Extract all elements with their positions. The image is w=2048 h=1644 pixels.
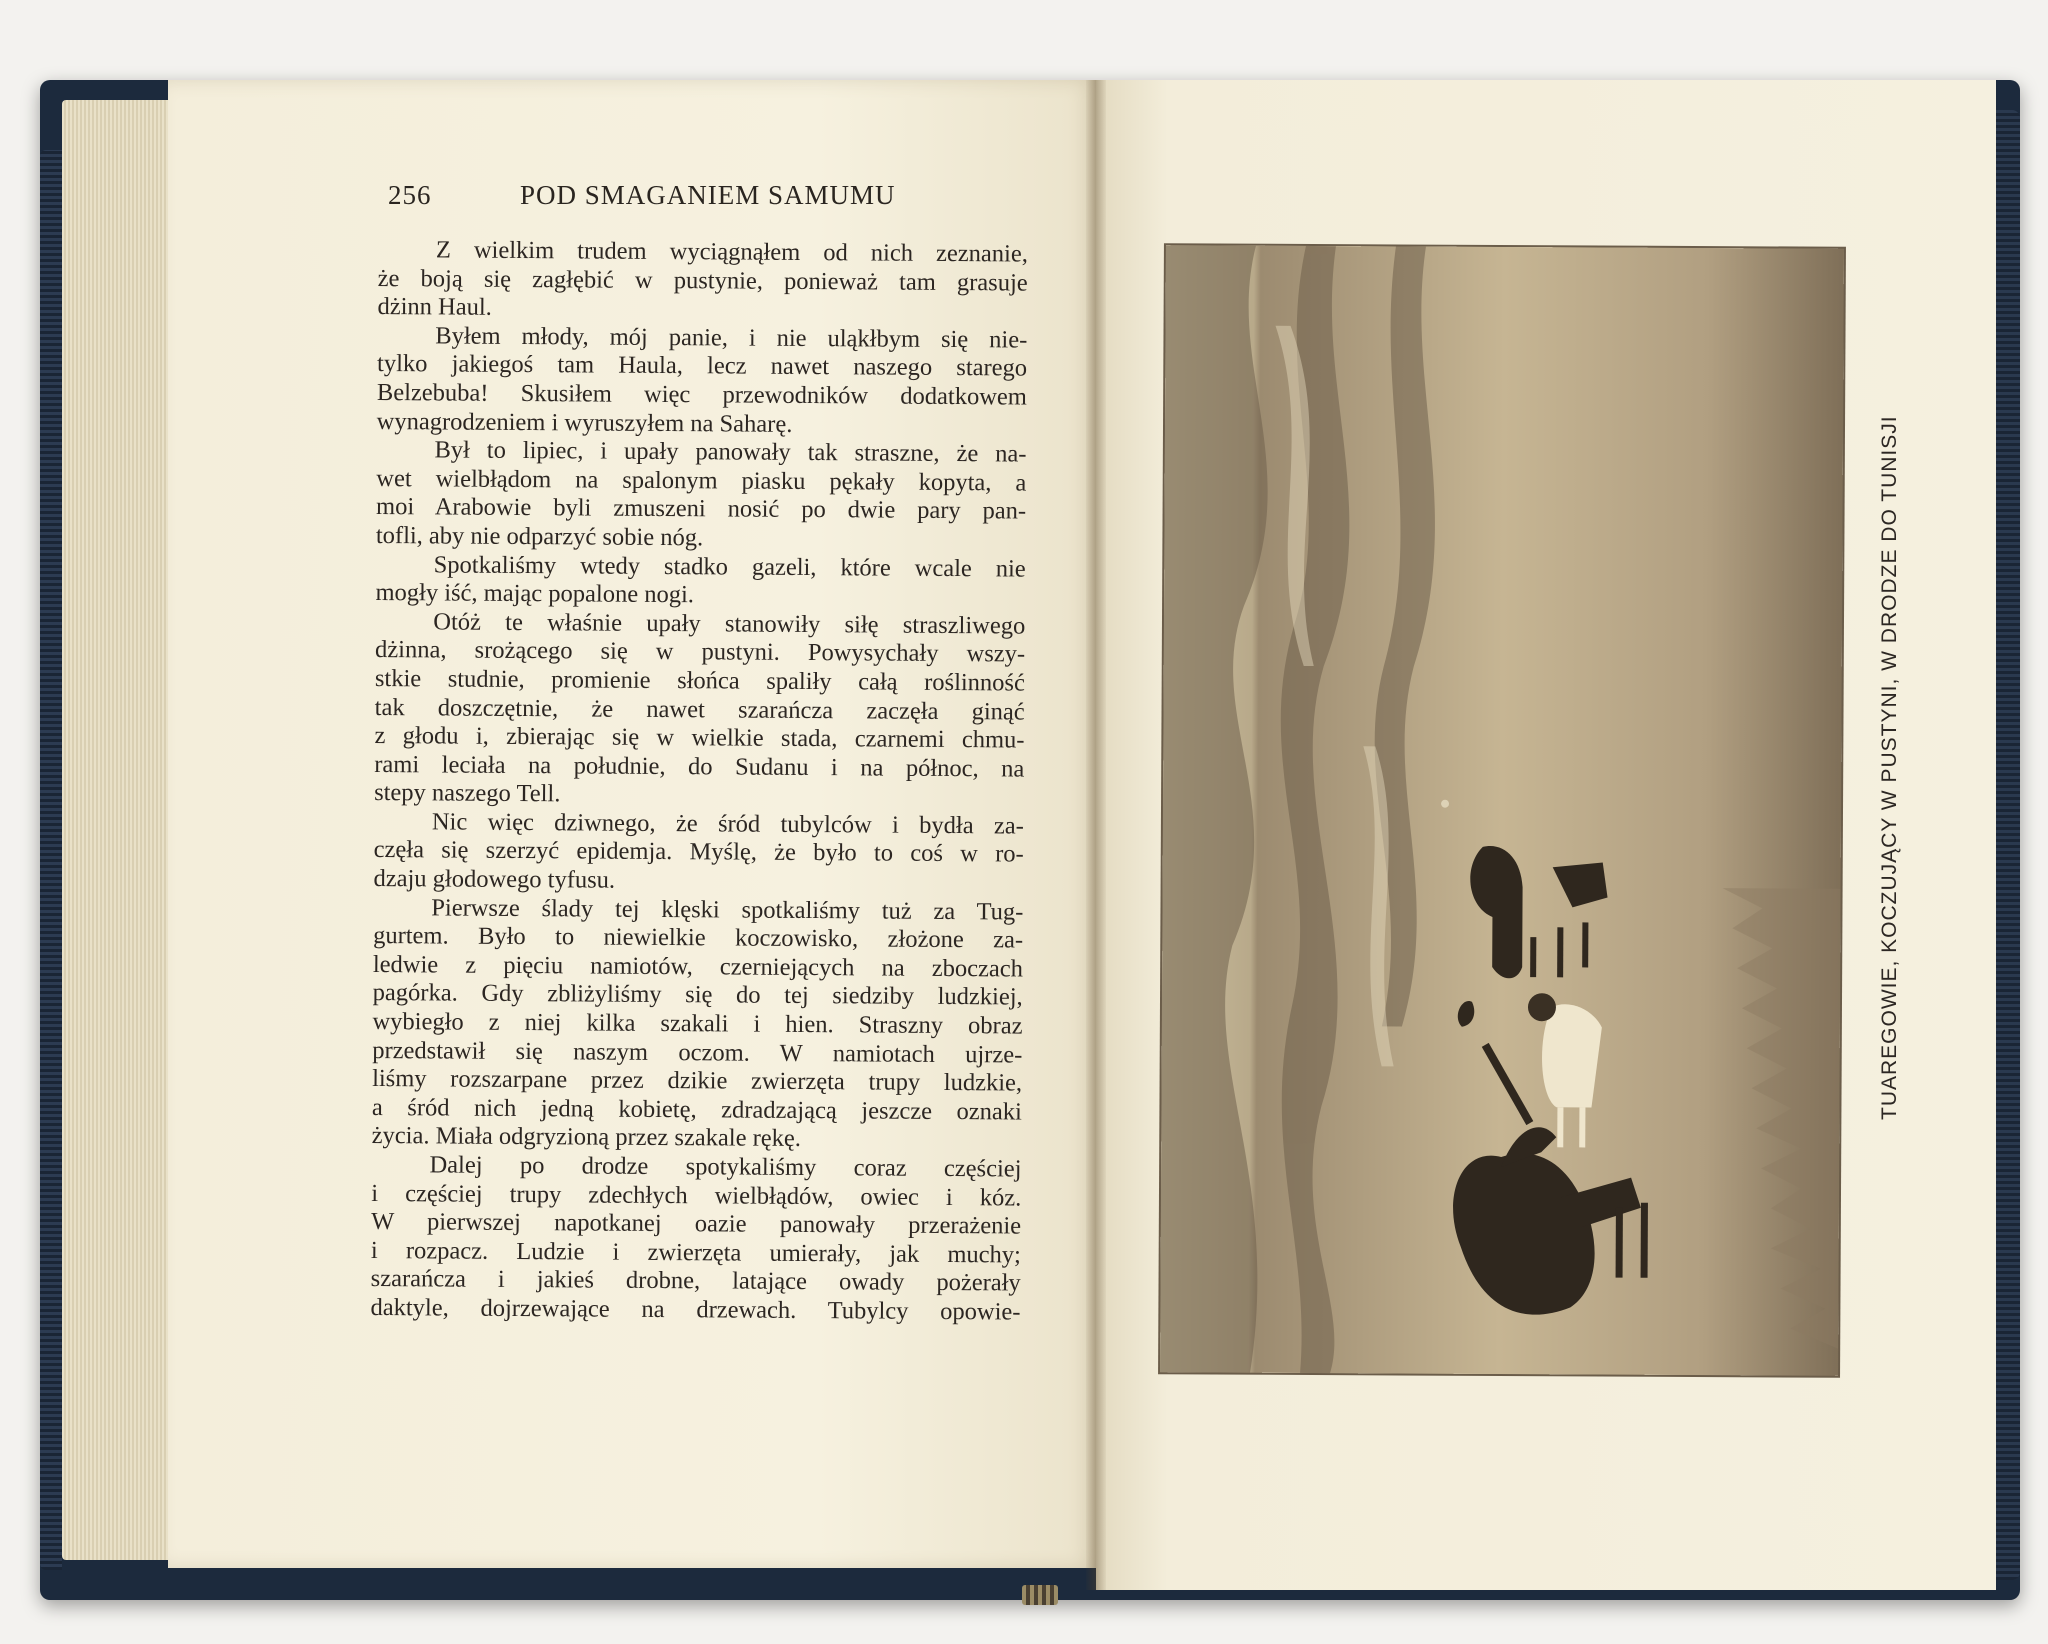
text-line: dzaju głodowego tyfusu. [373,865,616,894]
text-line: wynagrodzeniem i wyruszyłem na Saharę. [376,407,793,438]
text-line: tylko jakiegoś tam Haula, lecz nawet naszego starego [377,350,1028,382]
text-line: Byłem młody, mój panie, i nie uląkłbym się nie- [435,322,1028,354]
text-line: mogły iść, mając popalone nogi. [375,579,695,609]
text-line: Belzebuba! Skusiłem więc przewodników dodatkowem [376,378,1027,411]
text-line: Był to lipiec, i upały panowały tak straszne, że na- [434,436,1027,468]
text-line: Spotkaliśmy wtedy stadko gazeli, które wcale nie [433,550,1026,583]
text-line: stepy naszego Tell. [374,779,561,808]
text-line: Z wielkim trudem wyciągnąłem od nich zeznanie, [435,236,1028,268]
desert-scene [1160,245,1844,1376]
text-line: daktyle, dojrzewające na drzewach. Tubylcy opowie- [370,1293,1021,1326]
text-line: Otóż te właśnie upały stanowiły siłę straszliwego [433,608,1026,640]
photo-plate-tuaregs [1160,245,1844,1376]
text-line: stkie studnie, promienie słońca spaliły całą roślinność [374,664,1025,697]
text-line: gurtem. Było to niewielkie koczowisko, złożone za- [373,922,1024,954]
running-head-title: POD SMAGANIEM SAMUMU [520,180,896,210]
cover-edge-left [40,150,62,1570]
bookmark-ribbon [1022,1585,1058,1605]
text-line: życia. Miała odgryzioną przez szakale rękę. [371,1122,802,1153]
text-line: rami leciała na południe, do Sudanu i na północ, na [374,750,1025,783]
text-line: tofli, aby nie odparzyć sobie nóg. [375,521,704,552]
text-line: z głodu i, zbierając się w wielkie stada, czarnemi chmu- [374,722,1025,754]
cover-edge-right [1996,110,2020,1580]
text-line: Dalej po drodze spotykaliśmy coraz częściej [429,1151,1022,1183]
text-line: liśmy rozszarpane przez dzikie zwierzęta trupy ludzkie, [372,1065,1023,1097]
text-line: częła się szerzyć epidemja. Myślę, że było to coś w ro- [373,836,1024,868]
text-line: a śród nich jedną kobietę, zdradzającą jeszcze oznaki [371,1093,1022,1126]
text-line: że boją się zagłębić w pustynie, ponieważ tam grasuje [377,264,1028,297]
text-line: pagórka. Gdy zbliżyliśmy się do tej siedziby ludzkiej, [372,979,1023,1011]
text-line: i rozpacz. Ludzie i zwierzęta umierały, jak muchy; [370,1236,1021,1269]
text-line: wet wielbłądom na spalonym piasku pękały kopyta, a [376,464,1027,497]
book-gutter [1086,80,1106,1590]
text-line: tak doszczętnie, że nawet szarańcza zaczęła ginąć [374,693,1025,726]
text-line: moi Arabowie byli zmuszeni nosić po dwie pary pan- [376,493,1027,525]
text-line: dżinna, srożącego się w pustyni. Powysychały wszy- [375,636,1026,668]
plate-caption: TUAREGOWIE, KOCZUJĄCY W PUSTYNI, W DRODZE DO TUNISJI [1878,415,1901,1120]
body-text [370,236,1028,1327]
text-line: ledwie z pięciu namiotów, czerniejących na zboczach [372,950,1023,983]
text-line: i częściej trupy zdechłych wielbłądów, owiec i kóz. [371,1179,1022,1212]
text-line: wybiegło z niej kilka szakali i hien. Straszny obraz [372,1008,1023,1040]
text-line: Nic więc dziwnego, że śród tubylców i bydła za- [431,808,1024,840]
page-number: 256 [388,180,432,210]
text-line: szarańcza i jakieś drobne, latające owady pożerały [370,1265,1021,1297]
text-line: przedstawił się naszym oczom. W namiotach ujrze- [372,1036,1023,1069]
text-line: dżinn Haul. [377,293,492,321]
text-line: Pierwsze ślady tej klęski spotkaliśmy tuż za Tug- [431,894,1024,926]
text-line: W pierwszej napotkanej oazie panowały przerażenie [371,1208,1022,1240]
